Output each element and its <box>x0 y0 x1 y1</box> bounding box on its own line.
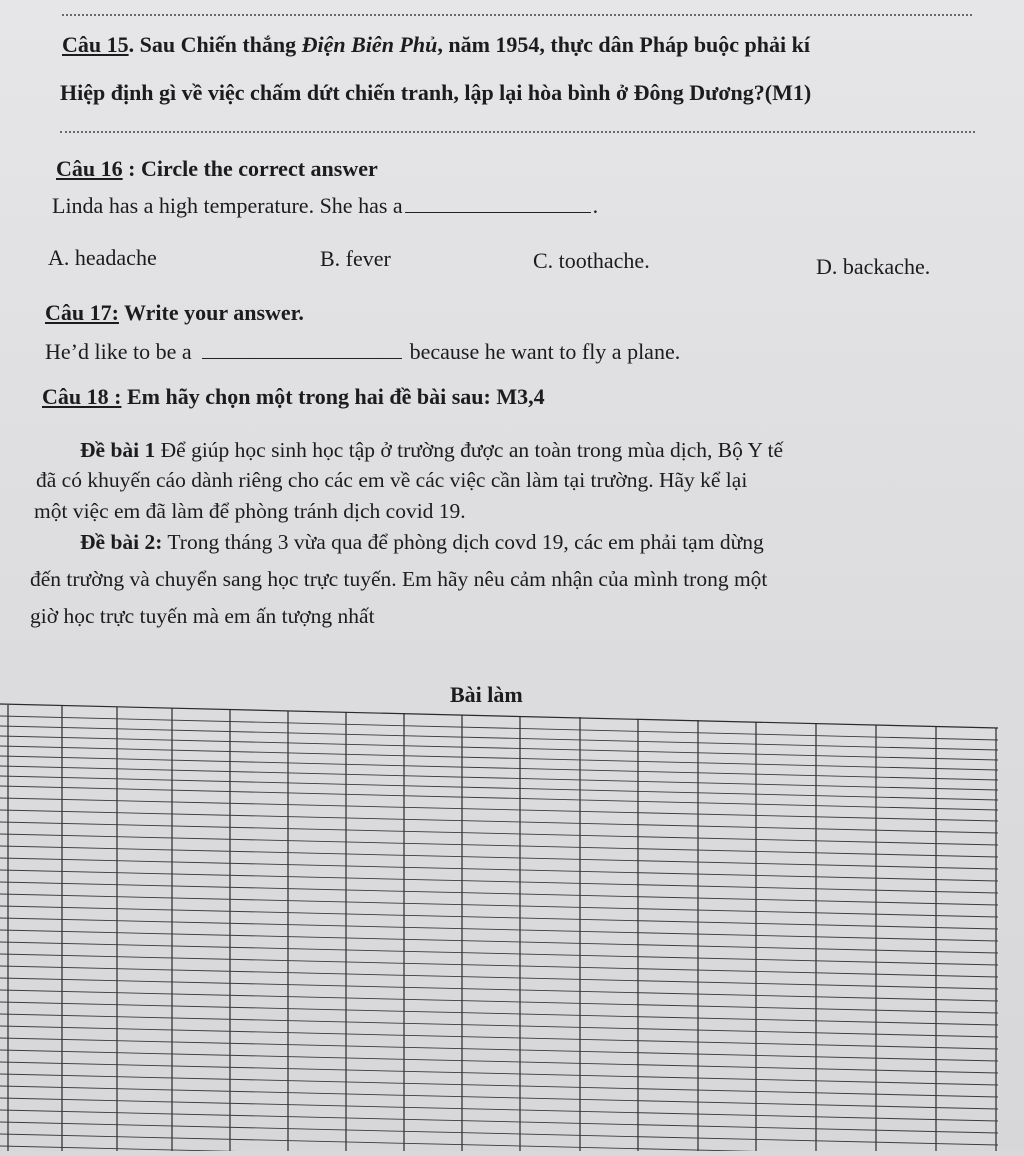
de-bai-2-label: Đề bài 2: <box>80 530 163 554</box>
answer-line-15 <box>60 131 975 133</box>
answer-grid[interactable] <box>0 702 1000 1151</box>
answer-line-top <box>62 14 972 16</box>
question-15-line-1 <box>62 32 810 58</box>
de-bai-1-text-1: Để giúp học sinh học tập ở trường được an toàn trong mùa dịch, Bộ Y tế <box>155 438 784 462</box>
question-16-title <box>56 156 378 182</box>
option-d[interactable]: D. backache. <box>816 254 931 279</box>
option-c[interactable]: C. toothache. <box>533 248 650 273</box>
de-bai-1-label: Đề bài 1 <box>80 438 156 462</box>
option-b[interactable]: B. fever <box>320 246 391 271</box>
question-18-number: Câu 18 : <box>42 384 122 409</box>
question-16-prompt-line <box>52 193 598 219</box>
de-bai-2-line-3: giờ học trực tuyến mà em ấn tượng nhất <box>30 604 375 628</box>
question-16-prompt: Linda has a high temperature. She has a <box>52 193 403 218</box>
question-17-title <box>45 300 304 326</box>
de-bai-2-line-2: đến trường và chuyển sang học trực tuyến. Em hãy nêu cảm nhận của mình trong một <box>30 567 768 591</box>
question-17-prompt-b: because he want to fly a plane. <box>409 339 681 364</box>
question-17-prompt-line <box>45 339 680 365</box>
de-bai-1-line-3: một việc em đã làm để phòng tránh dịch covid 19. <box>34 499 466 523</box>
question-17-prompt-a: He’d like to be a <box>45 339 192 364</box>
question-16-end: . <box>592 193 599 218</box>
question-18-heading: Em hãy chọn một trong hai đề bài sau: M3,4 <box>121 384 545 409</box>
question-17-heading: Write your answer. <box>118 300 304 325</box>
question-18-title <box>42 384 545 410</box>
answer-grid-lines <box>0 702 1000 1151</box>
de-bai-1-line-1 <box>80 438 783 463</box>
de-bai-1-line-2: đã có khuyến cáo dành riêng cho các em về các việc cần làm tại trường. Hãy kể lại <box>36 468 748 492</box>
de-bai-2-text-1: Trong tháng 3 vừa qua để phòng dịch covd 19, các em phải tạm dừng <box>162 530 764 554</box>
question-15-line-2: Hiệp định gì về việc chấm dứt chiến tranh, lập lại hòa bình ở Đông Dương?(M1) <box>60 80 812 105</box>
question-16-blank[interactable] <box>405 211 591 213</box>
question-16-heading: : Circle the correct answer <box>122 156 378 181</box>
question-17-number: Câu 17: <box>45 300 119 325</box>
answer-title: Bài làm <box>450 682 523 707</box>
question-15-number: Câu 15 <box>62 32 129 57</box>
question-15-italic: Điện Biên Phủ <box>301 32 438 57</box>
question-17-blank[interactable] <box>202 357 402 359</box>
question-16-number: Câu 16 <box>56 156 123 181</box>
question-15-text-a: . Sau Chiến thắng <box>128 32 302 57</box>
question-15-text-b: , năm 1954, thực dân Pháp buộc phải kí <box>437 32 810 57</box>
option-a[interactable]: A. headache <box>48 245 157 270</box>
de-bai-2-line-1 <box>80 530 764 555</box>
